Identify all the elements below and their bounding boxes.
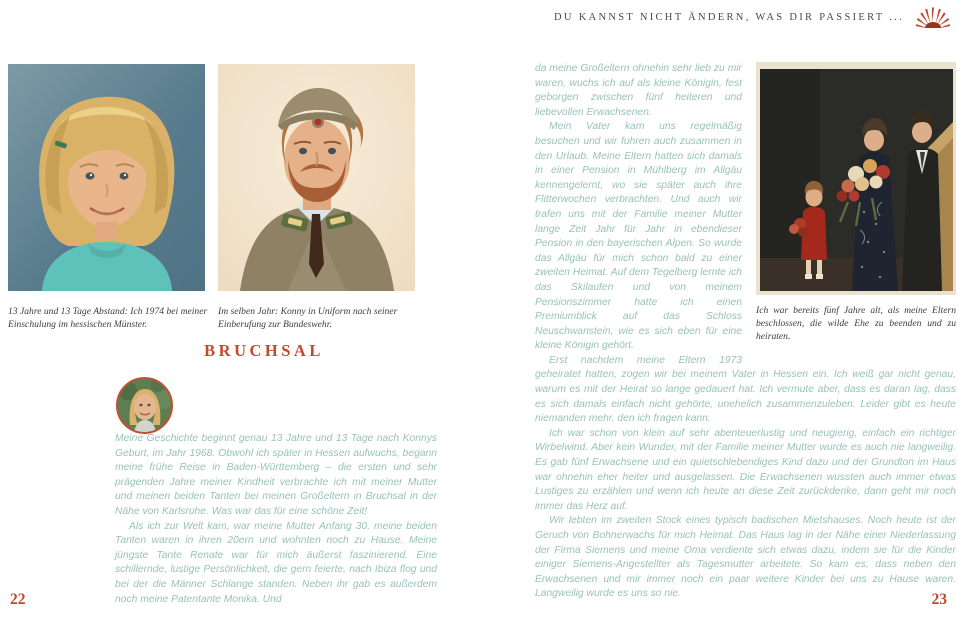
paragraph: Als ich zur Welt kam, war meine Mutter Anfang 30, meine beiden Tanten waren in ihren 20ern und wohnten noch zu Hause. Meine jüngste Tante Renate war für mich äußerst faszinierend. Eine schillernde, lustige Persönlichkeit, die gern feierte, nach Ibiza flog und bei der die Männer Schlange standen. Neben ihr gab es außerdem noch meine Patentante Monika. Und [115, 520, 437, 605]
photo-konny-uniform [218, 64, 415, 291]
caption-photo-girl: 13 Jahre und 13 Tage Abstand: Ich 1974 bei meiner Einschulung im hessischen Münster. [8, 305, 208, 330]
photo-wedding-1973 [756, 62, 956, 295]
paragraph: Wir lebten im zweiten Stock eines typisch badischen Mietshauses. Noch heute ist der Geruch von Bohnerwachs für mich Heimat. Das Haus lag in der Nähe einer Niederlassung der Firma Siemens und meine Oma verdiente sich etwas dazu, indem sie für die Kinder einiger Siemens-Angestellter als Tagesmutter arbeitete. So kam es, dass neben den Erwachsenen und mir immer noch ein paar weitere Kinder bei uns zu Hause waren. Langweilig wurde es uns so nie. [535, 515, 956, 600]
sunburst-icon [914, 4, 952, 30]
caption-photo-wedding: Ich war bereits fünf Jahre alt, als meine Eltern beschlossen, die wilde Ehe zu beenden und zu heiraten. [756, 305, 956, 342]
page-number-left: 22 [10, 591, 26, 608]
chapter-heading: BRUCHSAL [204, 341, 324, 360]
photo-wedding-block [756, 62, 956, 361]
page-number-right: 23 [931, 591, 947, 608]
paragraph: Mein Vater kam uns regelmäßig besuchen und wir fuhren auch zusammen in den Urlaub. Meine Eltern hatten sich damals in einer Pension in Mühlberg im Allgäu kennengelernt, wo sie später auch ihre Flitterwochen verbrachten. Und auch wir trafen uns mit der Familie meiner Mutter lange Zeit Jahr für Jahr in ebendieser Pension in den bayerischen Alpen. So wurde das Allgäu für mich schon bald zu einer zweiten Heimat. Auf dem Tegelberg lernte ich das Skilaufen und von meinem Pensionszimmer hatte ich einen Premiumblick auf das Schloss Neuschwanstein, wie es sich eben für eine kleine Königin gehört. [535, 121, 742, 352]
caption-photo-soldier: Im selben Jahr: Konny in Uniform nach seiner Einberufung zur Bundeswehr. [218, 305, 398, 330]
running-head [554, 4, 952, 30]
author-portrait-icon [116, 377, 173, 434]
paragraph: Erst nachdem meine Eltern 1973 geheiratet hatten, zogen wir bei meinem Vater in Hessen ein. Ich weiß gar nicht genau, warum es mit der Heirat so lange gedauert hat. Ich vermute aber, dass es daran lag, dass es sich damals einfach nicht gehörte, unehelich zusammenzuleben. Leider gibt es heute niemanden mehr, den ich fragen kann. [535, 354, 956, 425]
paragraph: Ich war schon von klein auf sehr abenteuerlustig und neugierig, einfach ein richtiger Wirbelwind. Aber kein Wunder, mit der Familie meiner Mutter wurde es auch nie langweilig. Es gab fünf Erwachsene und ein quietschlebendiges Kind dazu und der Grundton im Haus war ohnehin eher heiter und ausgelassen. Die Erwachsenen wussten auch immer etwas Lustiges zu erzählen und wenn ich heute an diese Zeit zurückdenke, dann geht mir noch immer das Herz auf. [535, 427, 956, 512]
story-text-right [535, 62, 956, 602]
photo-girl-1974 [8, 64, 205, 291]
paragraph: Meine Geschichte beginnt genau 13 Jahre und 13 Tage nach Konnys Geburt, im Jahr 1968. Obwohl ich später in Hessen aufwuchs, begann meine frühe Reise in Baden-Württemberg – die ersten und sehr prägenden Jahre meiner Kindheit verbrachte ich mit meiner Mutter und meinen beiden Tanten bei meinen Großeltern in Bruchsal in der Nähe von Karlsruhe. Was war das für eine schöne Zeit! [115, 433, 437, 517]
running-title: DU KANNST NICHT ÄNDERN, WAS DIR PASSIERT ... [554, 11, 904, 23]
paragraph: da meine Großeltern ohnehin sehr lieb zu mir waren, wuchs ich auf als kleine Königin, fest geborgen zwischen fünf heiteren und liebevollen Erwachsenen. [535, 63, 742, 118]
story-text-left [115, 432, 437, 607]
